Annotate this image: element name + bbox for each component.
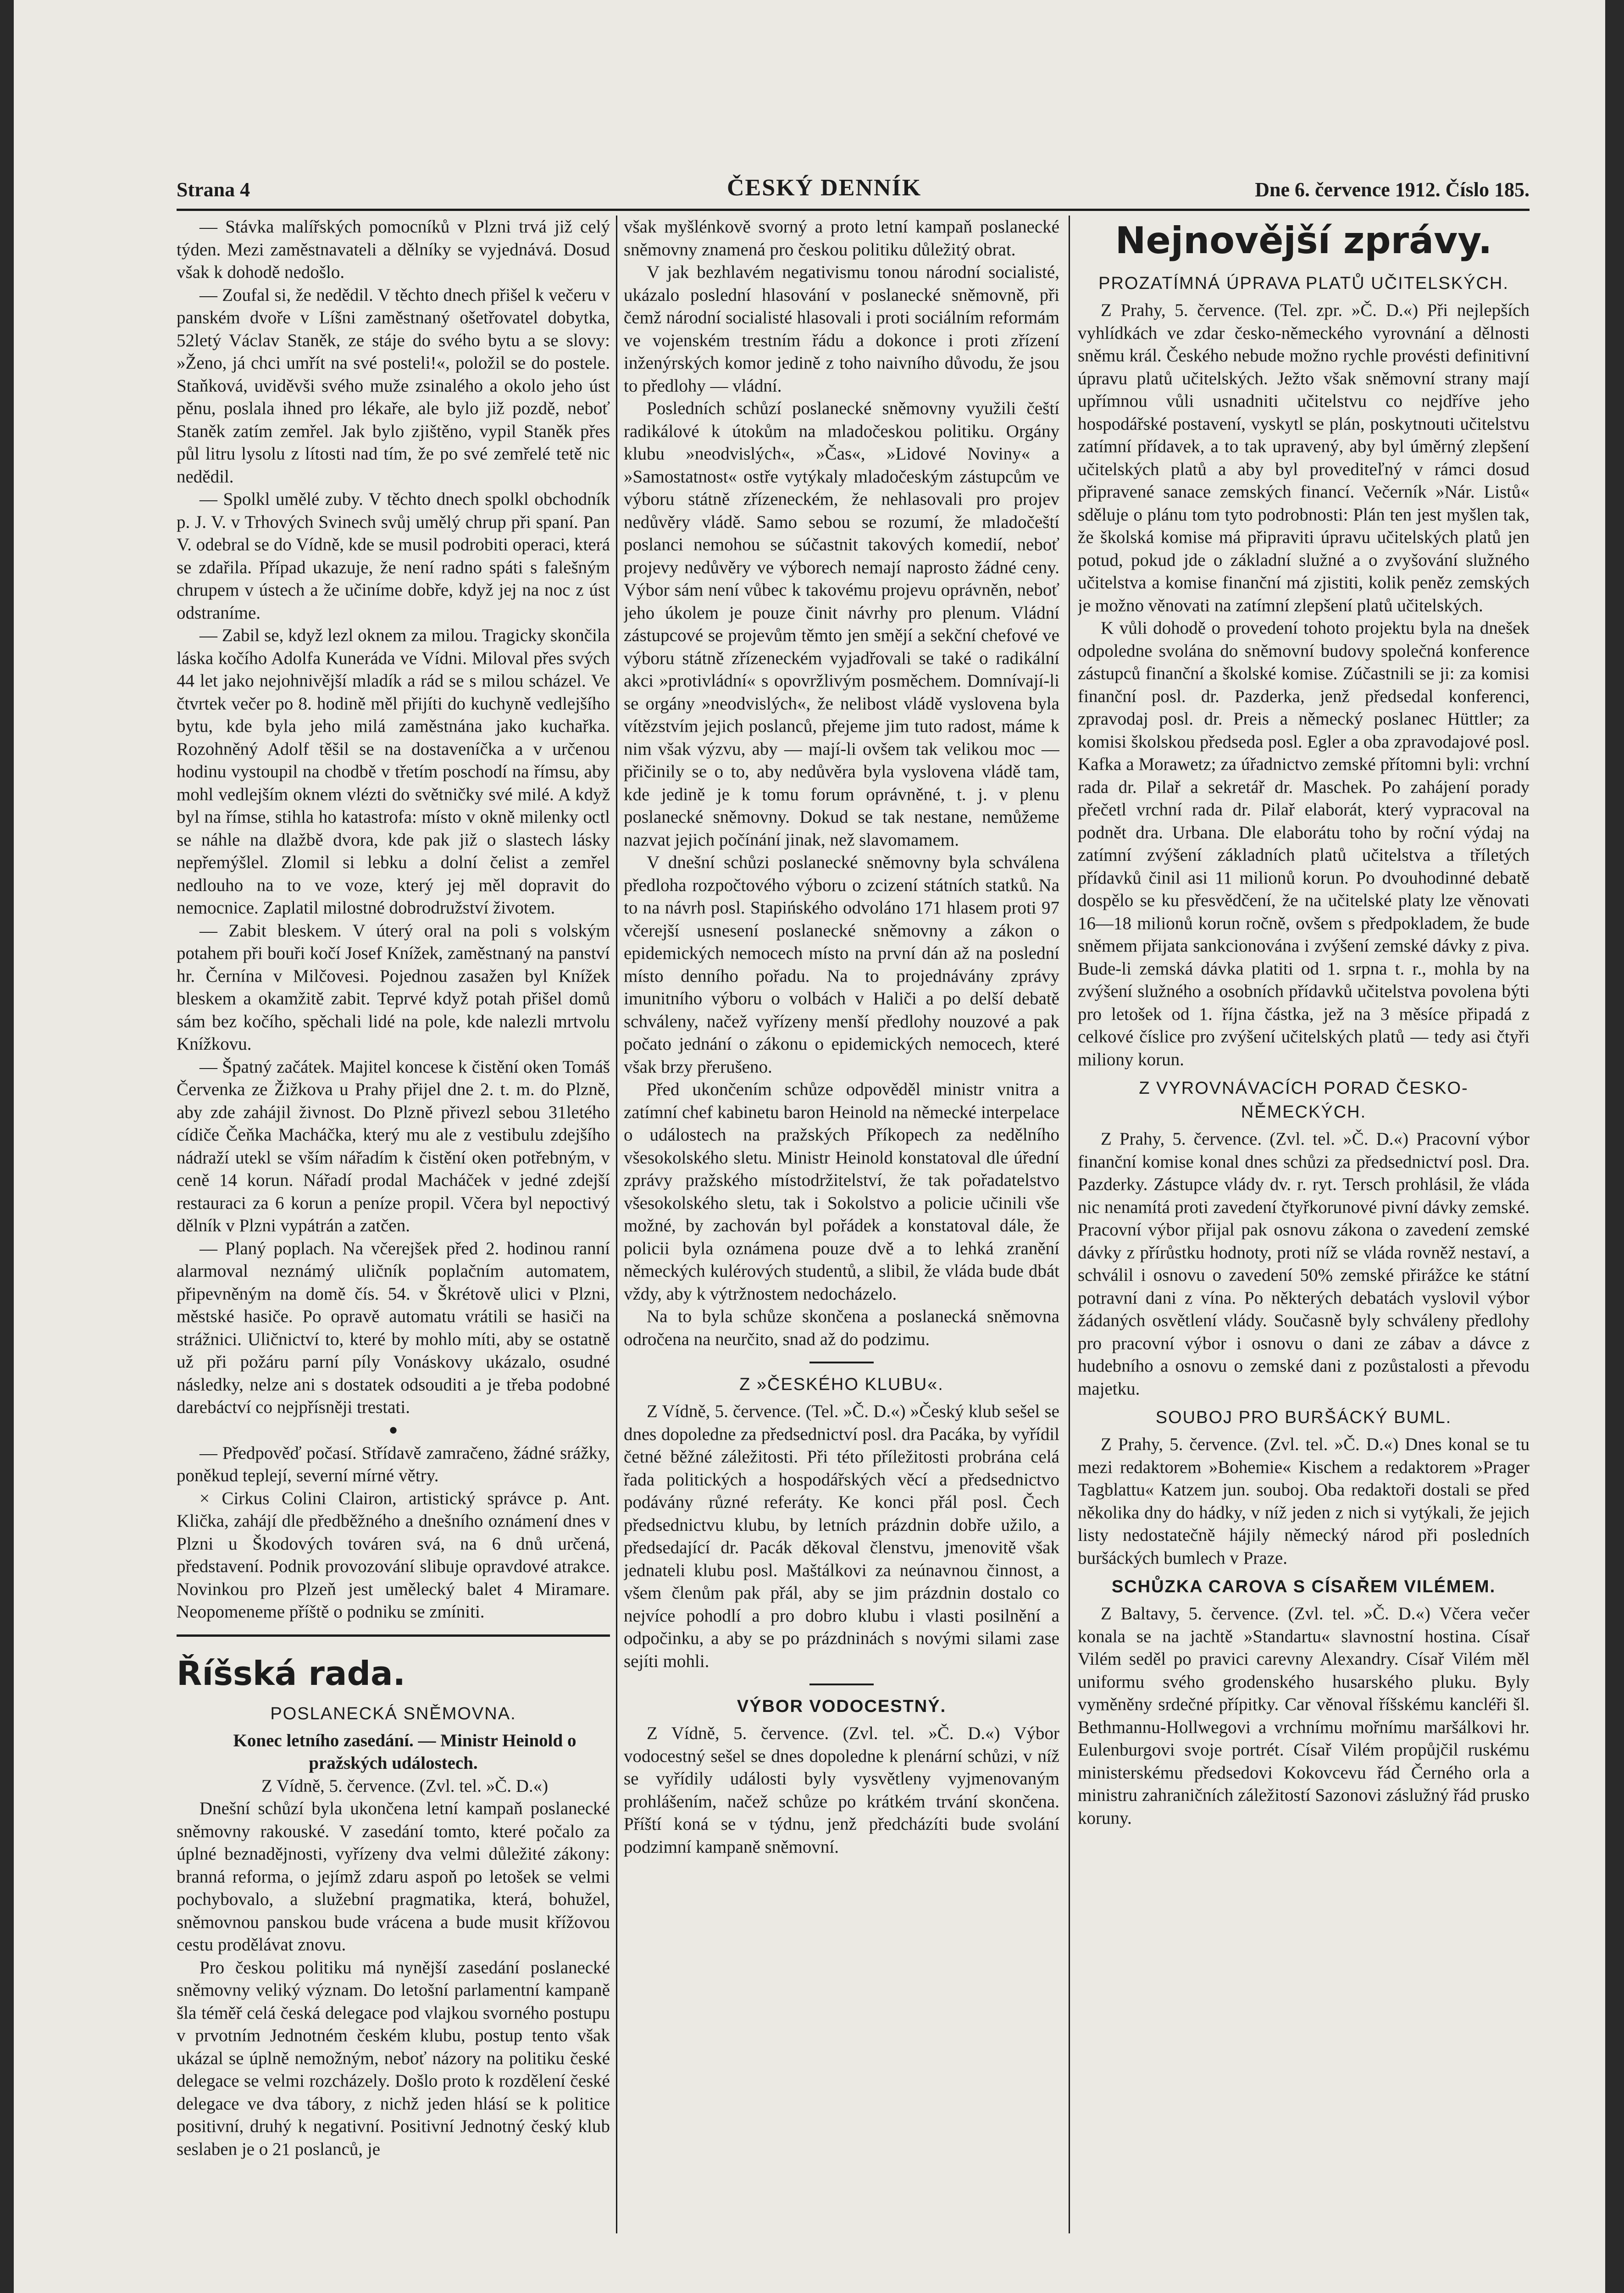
rr-paragraph-8: Na to byla schůze skončena a poslanecká sněmovna odročena na neurčito, snad až do podzimu. <box>624 1307 1059 1349</box>
column-3 <box>1078 216 1530 2243</box>
column-1 <box>177 216 610 2243</box>
negotiations-paragraph: Z Prahy, 5. července. (Zvl. tel. »Č. D.«) Pracovní výbor finanční komise konal dnes schůzi za předsednictví posl. Dra. Pazderky. Zástupce vlády dv. r. ryt. Tersch prohlásil, že vláda nic nenamítá proti zavedení čtyřkorunové pivní dávky zemské. Pracovní výbor přijal pak osnovu zákona o zavedení zemské dávky z přírůstku hodnoty, proti níž se vláda rovněž nestaví, a schválil i osnovu o zavedení 50% zemské přirážce ke státní potravní dani z vína. Po některých debatách vyslovil výbor žádaných osvětlení vlády. Současně byly schváleny předlohy pro pracovní výbor i osnovu o dani ze zábav a dávce z hudebního a osnovu o zemské dani z pozůstalosti a převodu majetku. <box>1078 1129 1530 1399</box>
article-lightning: — Zabit bleskem. V úterý oral na poli s volským potahem při bouři kočí Josef Knížek, zaměstnaný na panství hr. Černína v Milčovesi. Pojednou zasažen byl Knížek bleskem a okamžitě zabit. Teprvé když potah přišel domů sám bez kočího, spěchali lidé na pole, kde nalezli mrtvolu Knížkovu. <box>177 920 610 1054</box>
issue-date: Dne 6. července 1912. Číslo 185. <box>1255 178 1530 201</box>
tsar-meeting-title: SCHŮZKA CAROVA S CÍSAŘEM VILÉMEM. <box>1111 1577 1496 1596</box>
vodo-title: VÝBOR VODOCESTNÝ. <box>737 1697 947 1716</box>
negotiations-title: Z VYROVNÁVACÍCH PORAD ČESKO-NĚMECKÝCH. <box>1139 1079 1469 1122</box>
separator-dot: • <box>388 1415 398 1446</box>
teacher-pay-paragraph-2: K vůli dohodě o provedení tohoto projektu byla na dnešek odpoledne svolána do sněmovní budovy společná konference zástupců finanční a školské komise. Zúčastnili se ji: za komisi finanční posl. dr. Pazderka, jenž předsedal konferenci, zpravodaj posl. dr. Preis a německý poslanec Hüttler; za komisi školskou předseda posl. Egler a oba zpravodajové posl. Kafka a Morawetz; za úřadnictvo zemské přítomni byli: vrchní rada dr. Pilař a sekretář dr. Maschek. Po zahájení porady přečetl vrchní rada dr. Pilař elaborát, který vypracoval na podnět dra. Urbana. Dle elaborátu toho by roční výdaj na zatímní zvýšení základních platů učitelstva a tříletých přídavků činil asi 11 milionů korun. Po dvouhodinné debatě dospělo se ku přesvědčení, že na učitelské platy lze věnovati 16—18 milionů korun ročně, ovšem s předpokladem, že bude sněmem přijata sankcionována i zvýšení zemské dávky z piva. Bude-li zemská dávka platiti od 1. srpna t. r., mohla by na zvýšení služného a osobních přídavků učitelstva povolena býti pro letošek od 1. října částka, jež na 3 měsíce připadá z celkové číslice pro zvýšení učitelských platů — tedy asi čtyři miliony korun. <box>1078 618 1530 1069</box>
article-false-alarm: — Planý poplach. Na včerejšek před 2. hodinou ranní alarmoval neznámý uličník poplačním automatem, připevněným na domě čís. 54. v Škrétově ulici v Plzni, městské hasiče. Po opravě automatu vrátili se hasiči na strážnici. Uličnictví to, které by mohlo míti, aby se ostatně už při požáru parní píly Vonáskovy ukázalo, osudné následky, nelze ani s dostatek odsouditi a je třeba podobné darebáctví co nejpřísněji trestati. <box>177 1238 610 1417</box>
rr-paragraph-4: V jak bezhlavém negativismu tonou národní socialisté, ukázalo poslední hlasování v poslanecké sněmovně, při čemž národní socialisté hlasovali i proti sociálním reformám ve vojenském trestním řádu a dokonce i proti zřízení inženýrských komor jedině z toho naivního důvodu, že jsou to předlohy — vládní. <box>624 262 1059 396</box>
rr-paragraph-7: Před ukončením schůze odpověděl ministr vnitra a zatímní chef kabinetu baron Heinold na německé interpelace o událostech na pražských Příkopech za nedělního všesokolského sletu. Ministr Heinold konstatoval dle úřední zprávy pražského místodržitelství, že tak pořadatelstvo všesokolského sletu, tak i Sokolstvo a policie učinili vše možné, by zachován byl pořádek a konstatoval dále, že policii byla oznámena pouze dvě a to lehká zranění německých kulérových studentů, a slibil, že vláda bude dbát vždy, aby k výtržnostem nedocházelo. <box>624 1080 1059 1304</box>
vodo-paragraph: Z Vídně, 5. července. (Zvl. tel. »Č. D.«) Výbor vodocestný sešel se dnes dopoledne k plenární schůzi, v níž se vyřídily události byly vysvětleny vyjmenovaným prohlášením, načež schůze po krátkém trvání skončena. Příští koná se v týdnu, jenž předcházíti bude svolání podzimní kampaně sněmovní. <box>624 1723 1059 1857</box>
short-rule-1 <box>809 1362 874 1363</box>
newspaper-title: ČESKÝ DENNÍK <box>727 175 922 201</box>
article-inheritance: — Zoufal si, že nedědil. V těchto dnech přišel k večeru v panském dvoře v Líšni zaměstnaný ošetřovatel dobytka, 52letý Václav Staněk, ze stáje do svého bytu a se slovy: »Ženo, já chci umřít na své posteli!«, položil se do postele. Staňková, uviděvši svého muže zsinalého a okolo jeho úst pěnu, poslala ihned pro lékaře, ale bylo již pozdě, neboť Staněk zatím zemřel. Jak bylo zjištěno, vypil Staněk přes půl litru lysolu z lítosti nad tím, že po své zemřelé tetě nic nedědil. <box>177 285 610 487</box>
klub-paragraph: Z Vídně, 5. července. (Tel. »Č. D.«) »Český klub sešel se dnes dopoledne za předsednictví posl. dra Pacáka, by vyřídil četné běžné záležitosti. Při této příležitosti probrána celá řada politických a hospodářských věcí a předsednictvo podávány různé referáty. Ke konci přál posl. Čech předsednictvu klubu, by letních prázdnin dobře užilo, a předsedající dr. Pacák děkoval členstvu, jmenovitě však jednateli klubu posl. Maštálkovi za neúnavnou činnost, a všem členům pak přál, aby se jim prázdnin dostalo co nejvíce pohodlí a pro dobro klubu i vlasti posilnění a odpočinku, a aby se po prázdninách s novými silami zase sejíti mohli. <box>624 1401 1059 1671</box>
page-number: Strana 4 <box>177 178 250 201</box>
rr-subtitle: POSLANECKÁ SNĚMOVNA. <box>270 1704 516 1723</box>
rr-paragraph-5: Posledních schůzí poslanecké sněmovny využili čeští radikálové k útokům na mladočeskou politiku. Orgány klubu »neodvislých«, »Čas«, »Lidové Noviny« a »Samostatnost« ostře vytýkaly mladočeským zástupcům ve výboru státně zřízeneckém, že nehlasovali pro projev nedůvěry vládě. Samo sebou se rozumí, že mladočeští poslanci nemohou se súčastnit takových komedií, neboť projevy nedůvěry ve výborech nemají naprosto žádné ceny. Výbor sám není vůbec k takovému projevu oprávněn, neboť jeho úkolem je pouze činit návrhy pro plenum. Vládní zástupcové se projevům těmto jen smějí a sekční chefové ve výboru státně zřízeneckém vyjadřovali se také o radikální akci »protivládní« s opovržlivým posměchem. Domnívají-li se orgány »neodvislých«, že nelibost vládě vyslovena byla vítězstvím jejich poslanců, přejeme jim tuto radost, máme k nim však výzvu, aby — mají-li ovšem tak velikou moc — přičinily se o to, aby nedůvěra byla vyslovena vládě tam, kde jedině je k tomu forum oprávněné, t. j. v plenu poslanecké sněmovny. Dokud se tak nestane, nemůžeme nazvat jejich počínání jinak, než slavomamem. <box>624 399 1059 850</box>
section-title-rr: Říšská rada. <box>177 1654 405 1693</box>
article-window: — Zabil se, když lezl oknem za milou. Tragicky skončila láska kočího Adolfa Kuneráda ve Vídni. Miloval přes svých 44 let jako nejohnivější mladík a rád se s milou scházel. Ve čtvrtek večer po 8. hodině měl přijíti do kuchyně vedlejšího bytu, kde byla jeho milá zaměstnána jako kuchařka. Rozohněný Adolf těšil se na dostaveníčka a v určenou hodinu vystoupil na chodbě v třetím poschodí na římsu, aby mohl vedlejším oknem vlézti do světničky své milé. A když byl na římse, stihla ho katastrofa: místo v okně milenky octl se náhle na dlažbě dvora, kde pak již o slastech lásky nepřemýšlel. Zlomil si lebku a dolní čelist a zemřel nedlouho na to ve voze, který jej měl dopravit do nemocnice. Zaplatil milostné dobrodružství životem. <box>177 626 610 918</box>
rr-paragraph-6: V dnešní schůzi poslanecké sněmovny byla schválena předloha rozpočtového výboru o zcizení státních statků. Na to na návrh posl. Stapińského odvoláno 171 hlasem proti 97 včerejší usnesení poslanecké sněmovny a zákon o epidemických nemocech místo na první dán až na poslední místo denního pořadu. Na to projednávány zprávy imunitního výboru o volbách v Haliči a po delší debatě schváleny, načež vyřízeny menší předlohy nouzové a pak počato jednání o zákonu o epidemických nemocech, které však brzy přerušeno. <box>624 853 1059 1077</box>
article-bad-start: — Špatný začátek. Majitel koncese k čistění oken Tomáš Červenka ze Žižkova u Prahy přijel dne 2. t. m. do Plzně, aby zde zahájil živnost. Do Plzně přivezl sebou 31letého cídiče Čeňka Macháčka, který mu ale z vestibulu zdejšího nádraží utekl se vším nářadím k čistění oken potřebným, v ceně 14 korun. Nářadí prodal Macháček v jedné zdejší restauraci za 6 korun a peníze propil. Včera byl nepoctivý dělník v Plzni vypátrán a zatčen. <box>177 1057 610 1235</box>
section-rule <box>177 1634 610 1637</box>
page-header <box>177 174 1530 211</box>
duel-paragraph: Z Prahy, 5. července. (Zvl. tel. »Č. D.«) Dnes konal se tu mezi redaktorem »Bohemie« Kischem a redaktorem »Prager Tagblattu« Katzem jun. souboj. Oba redaktoři dostali se před několika dny do hádky, v níž jeden z nich si vytýkali, že jejich listy nedostatečně hájily německý národ při posledních buršáckých bumlech v Praze. <box>1078 1435 1530 1568</box>
teacher-pay-title: PROZATÍMNÁ ÚPRAVA PLATŮ UČITELSKÝCH. <box>1098 274 1509 293</box>
article-strike: — Stávka malířských pomocníků v Plzni trvá již celý týden. Mezi zaměstnavateli a dělníky se vyjednává. Dosud však k dohodě nedošlo. <box>177 217 610 282</box>
rr-paragraph-1: Dnešní schůzí byla ukončena letní kampaň poslanecké sněmovny rakouské. V zasedání tomto, které počalo za úplné beznadějnosti, vyřízeny dva velmi důležité zákony: branná reforma, o jejímž zdaru aspoň po letošek se velmi pochybovalo, a služební pragmatika, která, bohužel, sněmovnou panskou bude vrácena a bude musit křížovou cestu prodělávat znovu. <box>177 1799 610 1955</box>
teacher-pay-paragraph-1: Z Prahy, 5. července. (Tel. zpr. »Č. D.«) Při nejlepších vyhlídkách ve zdar česko-německého vyrovnání a dělnosti sněmu král. Českého nebude možno rychle provésti definitivní úpravu platů učitelských. Ježto však sněmovní strany mají upřímnou vůli usnadniti učitelstvu co nejdříve jeho hospodářské postavení, vyskytl se plán, poskytnouti učitelstvu zatímní přídavek, a to tak upravený, aby byl úměrný zlepšení učitelských platů a aby byl provediteľný v rámci dosud připravené sanace zemských financí. Večerník »Nár. Listů« sděluje o plánu tom tyto podrobnosti: Plán ten jest myšlen tak, že školská komise má připraviti úpravu učitelských platů jen potud, pokud jde o základní služné a o zvyšování služného učitelstva a komise finanční má zjistiti, kolik peněz zemských je možno věnovati na zatímní zlepšení platů učitelských. <box>1078 300 1530 615</box>
column-2 <box>624 216 1059 2243</box>
duel-title: SOUBOJ PRO BURŠÁCKÝ BUML. <box>1155 1408 1452 1427</box>
rr-paragraph-3: však myšlénkově svorný a proto letní kampaň poslanecké sněmovny znamená pro českou politiku důležitý obrat. <box>624 217 1059 260</box>
article-weather: — Předpověď počasí. Střídavě zamračeno, žádné srážky, poněkud teplejí, severní mírné větry. <box>177 1443 610 1485</box>
article-circus: × Cirkus Colini Clairon, artistický správce p. Ant. Klička, zahájí dle předběžného a dnešního oznámení dnes v Plzni u Škodových továren svá, na 6 dnů určená, představení. Podnik provozování slibuje opravdové atrakce. Novinkou pro Plzeň jest umělecký balet 4 Miramare. Neopomeneme příště o podniku se zmíniti. <box>177 1488 610 1622</box>
newspaper-page <box>14 0 1605 2293</box>
rr-headline: Konec letního zasedání. — Ministr Heinold o pražských událostech. <box>233 1730 576 1773</box>
klub-title: Z »ČESKÉHO KLUBU«. <box>739 1375 944 1394</box>
section-title-latest: Nejnovější zprávy. <box>1115 219 1492 262</box>
short-rule-2 <box>809 1684 874 1685</box>
rr-dateline: Z Vídně, 5. července. (Zvl. tel. »Č. D.«) <box>261 1776 549 1796</box>
column-divider-2 <box>1069 216 1070 2233</box>
header-rule <box>177 209 1530 211</box>
article-teeth: — Spolkl umělé zuby. V těchto dnech spolkl obchodník p. J. V. v Trhových Svinech svůj umělý chrup při spaní. Pan V. odebral se do Vídně, kde se musil podrobiti operaci, která se zdařila. Případ ukazuje, že není radno spáti s falešným chrupem v ústech a že učiníme dobře, když jej na noc z úst odstraníme. <box>177 489 610 623</box>
column-divider-1 <box>616 216 617 2233</box>
tsar-meeting-paragraph: Z Baltavy, 5. července. (Zvl. tel. »Č. D.«) Včera večer konala se na jachtě »Standartu« slavnostní hostina. Císař Vilém seděl po pravici carevny Alexandry. Císař Vilém měl uniformu svého grodenského husarského pluku. Byly vyměněny srdečné přípitky. Car věnoval říšskému kancléři šl. Bethmannu-Hollwegovi a vrchnímu mořnímu maršálkovi hr. Eulenburgovi svoje portrét. Císař Vilém propůjčil ruskému ministerskému předsedovi Kokovcevu řád Černého orla a ministru zahraničních záležitostí Sazonovi záslužný řád prusko koruny. <box>1078 1604 1530 1828</box>
rr-paragraph-2: Pro českou politiku má nynější zasedání poslanecké sněmovny veliký význam. Do letošní parlamentní kampaně šla téměř celá česká delegace pod vlajkou svorného postupu v prvotním Jednotném českém klubu, postup tento však ukázal se úplně nemožným, neboť názory na politiku české delegace se velmi rozcházely. Došlo proto k rozdělení české delegace ve dva tábory, z nichž jeden hlásí se k politice positivní, druhý k negativní. Positivní Jednotný český klub seslaben je o 21 poslanců, je <box>177 1957 610 2159</box>
